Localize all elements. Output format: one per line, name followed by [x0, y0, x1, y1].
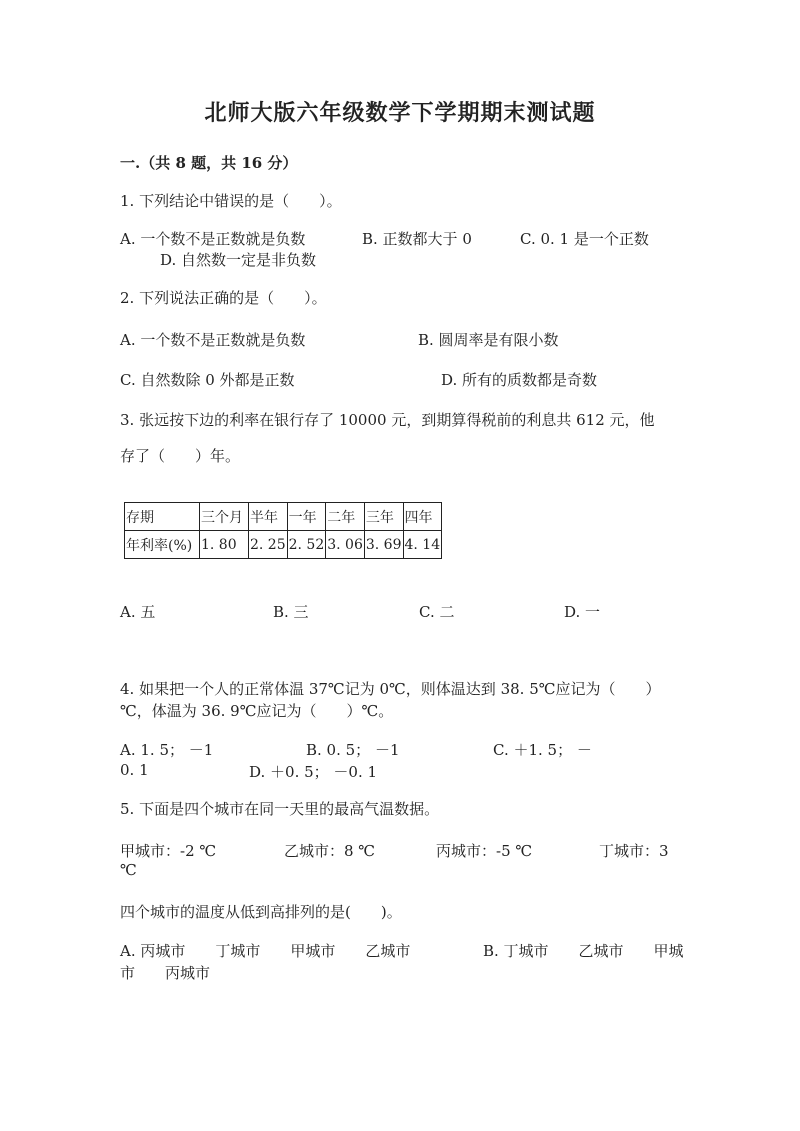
question-1-option-d[interactable]: D. 自然数一定是非负数	[160, 251, 317, 269]
question-3-option-a[interactable]: A. 五	[120, 603, 156, 621]
question-2-stem: 2. 下列说法正确的是（ ）。	[120, 289, 327, 307]
city-ding-temperature: 丁城市：3	[599, 842, 669, 860]
question-4-stem-line-2: ℃，体温为 36. 9℃应记为（ ）℃。	[120, 702, 394, 720]
section-heading: 一.（共 8 题，共 16 分）	[120, 154, 298, 172]
interest-rate-table	[124, 502, 442, 559]
question-1-stem: 1. 下列结论中错误的是（ ）。	[120, 192, 342, 210]
city-bing-temperature: 丙城市：-5 ℃	[436, 842, 533, 860]
table-cell: 2. 52	[287, 531, 326, 559]
table-header-cell: 二年	[326, 503, 365, 531]
question-4-option-b[interactable]: B. 0. 5； －1	[306, 741, 400, 759]
question-1-option-c[interactable]: C. 0. 1 是一个正数	[520, 230, 649, 248]
table-header-cell: 三年	[364, 503, 403, 531]
table-header-cell: 一年	[287, 503, 326, 531]
table-row	[125, 531, 442, 559]
question-2-option-d[interactable]: D. 所有的质数都是奇数	[441, 371, 598, 389]
question-5-option-b[interactable]: B. 丁城市 乙城市 甲城	[483, 942, 684, 960]
table-header-cell: 存期	[125, 503, 200, 531]
question-4-option-c-continued: 0. 1	[120, 761, 149, 779]
question-3-stem-line-1: 3. 张远按下边的利率在银行存了 10000 元，到期算得税前的利息共 612 元，他	[120, 411, 655, 429]
question-4-option-d[interactable]: D. ＋0. 5； －0. 1	[249, 763, 378, 781]
table-cell: 2. 25	[249, 531, 288, 559]
table-header-cell: 半年	[249, 503, 288, 531]
city-ding-temperature-continued: ℃	[120, 861, 137, 879]
question-3-option-d[interactable]: D. 一	[564, 603, 601, 621]
question-2-option-a[interactable]: A. 一个数不是正数就是负数	[120, 331, 306, 349]
table-row	[125, 503, 442, 531]
city-jia-temperature: 甲城市：-2 ℃	[120, 842, 217, 860]
question-3-option-c[interactable]: C. 二	[419, 603, 455, 621]
question-5-option-b-continued: 市 丙城市	[120, 964, 211, 982]
question-4-option-c[interactable]: C. ＋1. 5； －	[493, 741, 592, 759]
table-header-cell: 四年	[403, 503, 442, 531]
question-3-option-b[interactable]: B. 三	[273, 603, 309, 621]
question-4-stem-line-1: 4. 如果把一个人的正常体温 37℃记为 0℃，则体温达到 38. 5℃应记为（ ）	[120, 680, 661, 698]
table-cell: 4. 14	[403, 531, 442, 559]
question-2-option-c[interactable]: C. 自然数除 0 外都是正数	[120, 371, 295, 389]
table-header-cell: 三个月	[200, 503, 249, 531]
question-3-stem-line-2: 存了（ ）年。	[120, 447, 241, 465]
question-5-option-a[interactable]: A. 丙城市 丁城市 甲城市 乙城市	[120, 942, 411, 960]
city-yi-temperature: 乙城市：8 ℃	[284, 842, 376, 860]
question-5-question: 四个城市的温度从低到高排列的是( )。	[120, 903, 402, 921]
table-row-label: 年利率(%)	[125, 531, 200, 559]
question-5-stem: 5. 下面是四个城市在同一天里的最高气温数据。	[120, 800, 440, 818]
table-cell: 3. 69	[364, 531, 403, 559]
question-4-option-a[interactable]: A. 1. 5； －1	[120, 741, 214, 759]
question-2-option-b[interactable]: B. 圆周率是有限小数	[418, 331, 559, 349]
question-1-option-a[interactable]: A. 一个数不是正数就是负数	[120, 230, 306, 248]
table-cell: 3. 06	[326, 531, 365, 559]
page-title: 北师大版六年级数学下学期期末测试题	[204, 100, 596, 126]
question-1-option-b[interactable]: B. 正数都大于 0	[362, 230, 472, 248]
table-cell: 1. 80	[200, 531, 249, 559]
